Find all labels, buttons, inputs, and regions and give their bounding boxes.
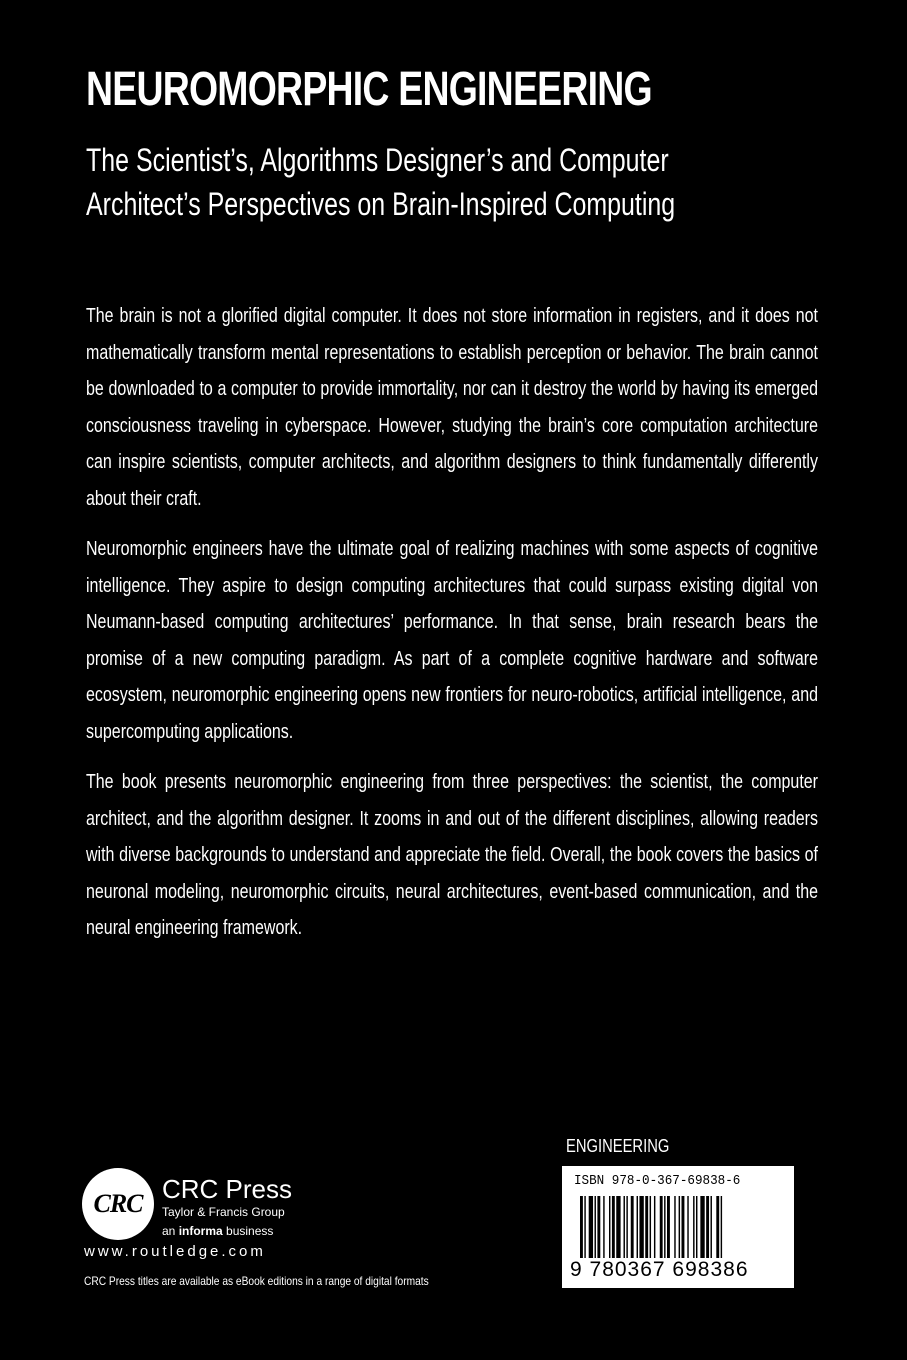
publisher-informa <box>162 1224 273 1238</box>
barcode-bar <box>667 1196 670 1258</box>
barcode-bar <box>711 1196 712 1258</box>
barcode-bar <box>660 1196 663 1258</box>
book-subtitle <box>86 138 772 226</box>
barcode-bar <box>597 1196 600 1258</box>
barcode-bar <box>626 1196 627 1258</box>
barcode-bar <box>706 1196 709 1258</box>
barcode-bars <box>580 1196 780 1258</box>
barcode-bar <box>580 1196 583 1258</box>
barcode-bar <box>700 1196 704 1258</box>
barcode-bar <box>637 1196 638 1258</box>
publisher-group: Taylor & Francis Group <box>162 1205 285 1219</box>
barcode-bar <box>682 1196 685 1258</box>
barcode-bar <box>674 1196 675 1258</box>
crc-logo-icon <box>82 1168 154 1240</box>
barcode-bar <box>595 1196 596 1258</box>
barcode-bar <box>696 1196 697 1258</box>
category-label: ENGINEERING <box>566 1136 670 1156</box>
barcode-bar <box>584 1196 585 1258</box>
barcode-bar <box>693 1196 694 1258</box>
blurb-paragraph-3: The book presents neuromorphic engineering from three perspectives: the scientist, the computer architect, and the algorithm designer. It zooms in and out of the different disciplines, allowing readers with diverse backgrounds to understand and appreciate the field. Overall, the book covers the basics of neuronal modeling, neuromorphic circuits, neural architectures, event-based communication, and the neural engineering framework. <box>86 771 818 939</box>
barcode-bar <box>721 1196 722 1258</box>
publisher-logo <box>82 1168 342 1248</box>
book-title: NEUROMORPHIC ENGINEERING <box>86 63 652 116</box>
publisher-name: CRC Press <box>162 1174 293 1204</box>
blurb-paragraph-2: Neuromorphic engineers have the ultimate goal of realizing machines with some aspects of cognitive intelligence. They aspire to design computing architectures that could surpass existing digital von Neumann-based computing architectures’ performance. In that sense, brain research bears the promise of a new computing paradigm. As part of a complete cognitive hardware and software ecosystem, neuromorphic engineering opens new frontiers for neuro-robotics, artificial intelligence, and supercomputing applications. <box>86 538 818 743</box>
barcode-bar <box>645 1196 648 1258</box>
barcode-bar <box>631 1196 634 1258</box>
barcode-bar <box>716 1196 719 1258</box>
barcode-bar <box>612 1196 615 1258</box>
barcode-bar <box>589 1196 593 1258</box>
informa-prefix: an <box>162 1224 179 1238</box>
subtitle-line-2: Architect’s Perspectives on Brain-Inspired Computing <box>86 186 676 222</box>
barcode-bar <box>679 1196 680 1258</box>
barcode-bar <box>687 1196 688 1258</box>
informa-suffix: business <box>222 1224 274 1238</box>
barcode-bar <box>616 1196 620 1258</box>
blurb-paragraph-1: The brain is not a glorified digital computer. It does not store information in registers, and it does not mathematically transform mental representations to establish perception or behavior. The brain cannot be downloaded to a computer to provide immortality, nor can it destroy the world by having its emerged consciousness traveling in cyberspace. However, studying the brain’s core computation architecture can inspire scientists, computer architects, and algorithm designers to think fundamentally differently about their craft. <box>86 305 818 510</box>
informa-bold: informa <box>178 1224 223 1238</box>
barcode-bar <box>664 1196 665 1258</box>
barcode-bar <box>624 1196 625 1258</box>
ebook-note: CRC Press titles are available as eBook editions in a range of digital formats <box>84 1274 429 1288</box>
isbn-digits: 9 780367 698386 <box>570 1258 749 1281</box>
isbn-label: ISBN 978-0-367-69838-6 <box>574 1173 741 1189</box>
publisher-url: www.routledge.com <box>84 1243 266 1260</box>
barcode-bar <box>639 1196 643 1258</box>
blurb <box>86 298 818 961</box>
isbn-barcode <box>562 1166 794 1288</box>
subtitle-line-1: The Scientist’s, Algorithms Designer’s and Computer <box>86 142 669 178</box>
barcode-bar <box>609 1196 610 1258</box>
barcode-bar <box>650 1196 651 1258</box>
barcode-bar <box>603 1196 604 1258</box>
crc-logo-text: CRC <box>93 1189 143 1218</box>
barcode-bar <box>654 1196 655 1258</box>
